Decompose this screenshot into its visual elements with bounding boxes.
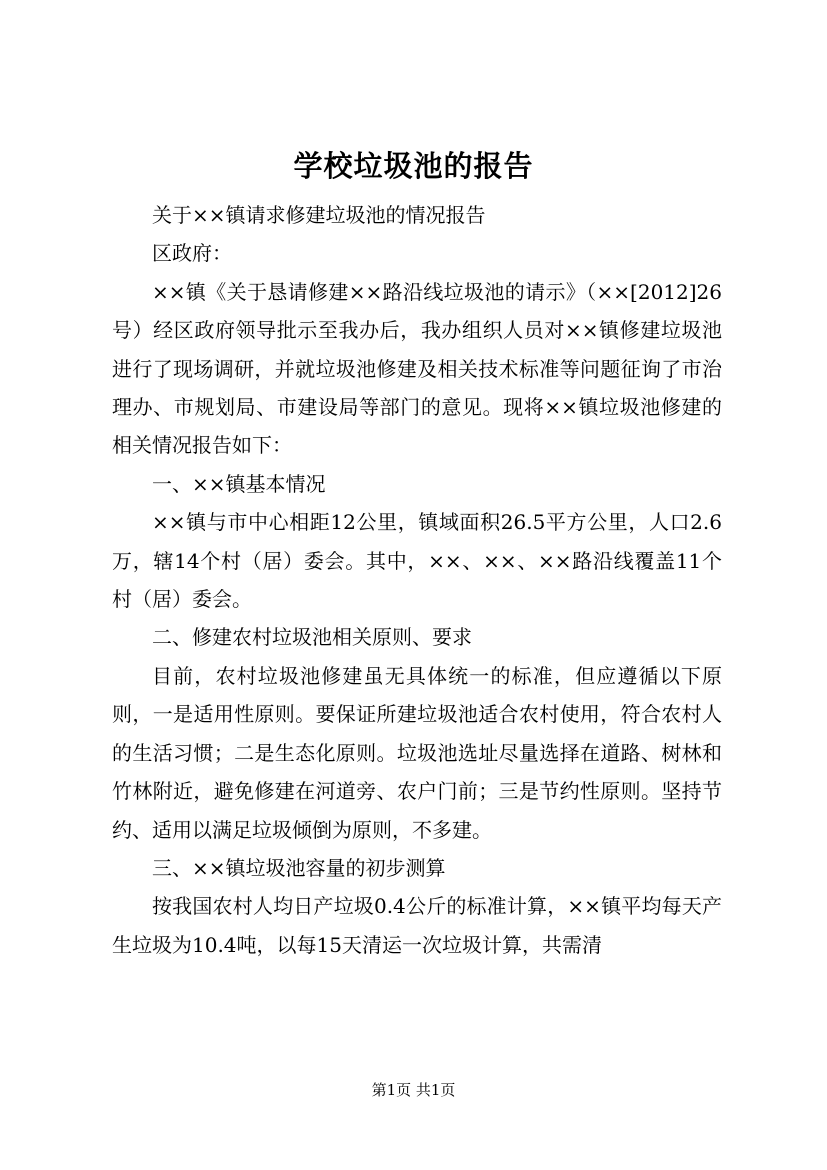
page-footer: 第1页 共1页 <box>371 1081 456 1099</box>
document-title: 学校垃圾池的报告 <box>293 149 534 183</box>
paragraph-intro: ××镇《关于恳请修建××路沿线垃圾池的请示》（××[2012]26号）经区政府领导批示至我办后，我办组织人员对××镇修建垃圾池进行了现场调研，并就垃圾池修建及相关技术标准等问题征询了市治理办、市规划局、市建设局等部门的意见。现将××镇垃圾池修建的相关情况报告如下： <box>112 279 722 458</box>
paragraph-section-3: 按我国农村人均日产垃圾0.4公斤的标准计算，××镇平均每天产生垃圾为10.4吨，以每15天清运一次垃圾计算，共需清 <box>112 894 722 957</box>
paragraph-report-subject: 关于××镇请求修建垃圾池的情况报告 <box>152 203 486 227</box>
paragraph-section-2: 目前，农村垃圾池修建虽无具体统一的标准，但应遵循以下原则，一是适用性原则。要保证所建垃圾池适合农村使用，符合农村人的生活习惯；二是生态化原则。垃圾池选址尽量选择在道路、树林和竹林附近，避免修建在河道旁、农户门前；三是节约性原则。坚持节约、适用以满足垃圾倾倒为原则，不多建。 <box>112 663 722 842</box>
heading-section-3: 三、××镇垃圾池容量的初步测算 <box>152 855 446 880</box>
paragraph-salutation: 区政府： <box>152 241 232 266</box>
paragraph-section-1: ××镇与市中心相距12公里，镇域面积26.5平方公里，人口2.6万，辖14个村（居）委会。其中，××、××、××路沿线覆盖11个村（居）委会。 <box>112 510 722 612</box>
heading-section-2: 二、修建农村垃圾池相关原则、要求 <box>152 625 472 650</box>
heading-section-1: 一、××镇基本情况 <box>152 471 326 496</box>
document-body <box>112 196 722 964</box>
